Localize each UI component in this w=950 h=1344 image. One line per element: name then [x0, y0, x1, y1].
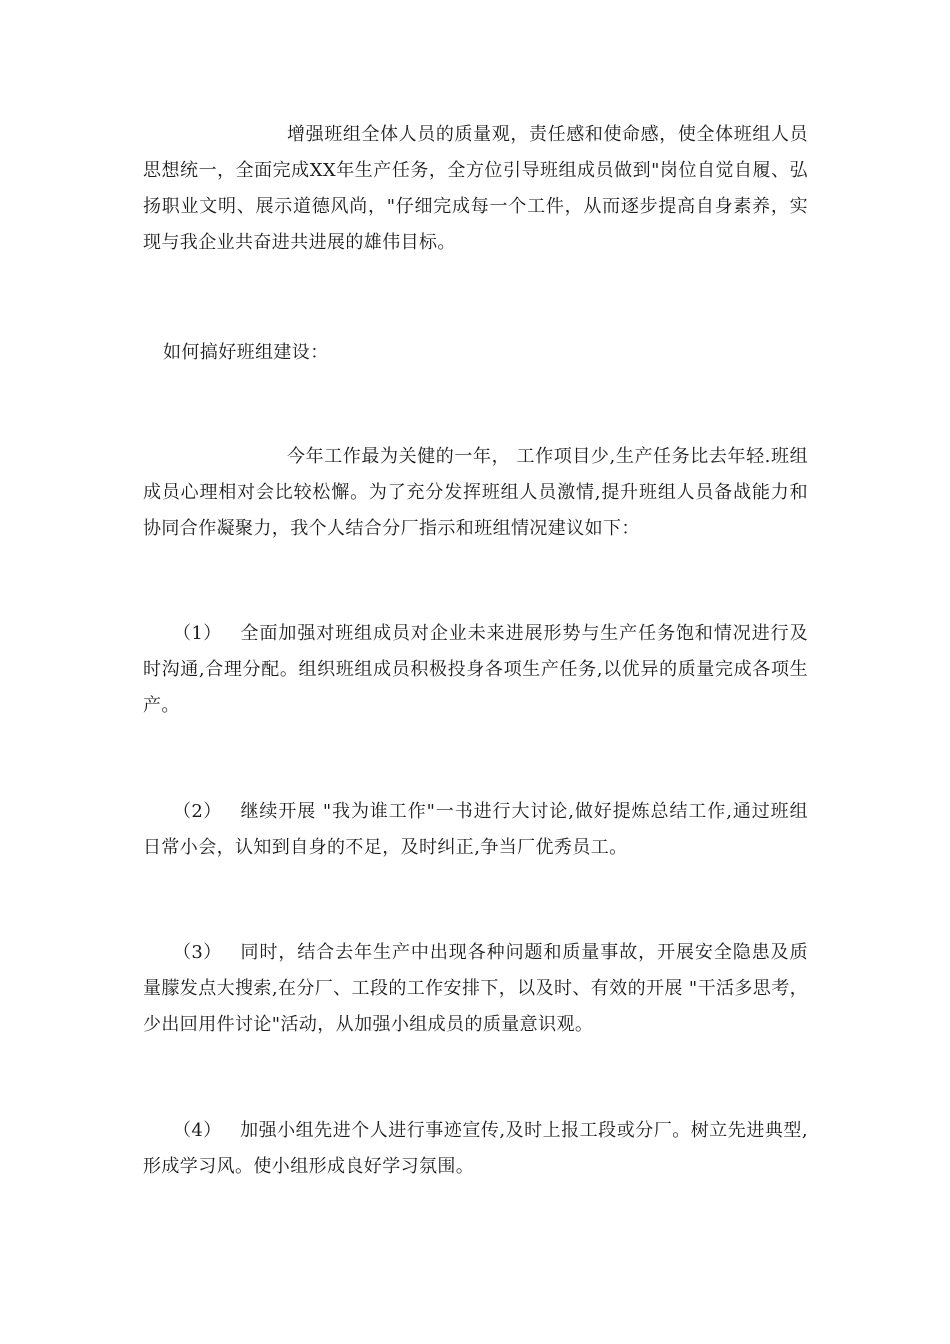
item-number: （3）	[173, 942, 222, 963]
section-heading: 如何搞好班组建设：	[163, 342, 329, 363]
item-text: 加强小组先进个人进行事迹宣传,及时上报工段或分厂。树立先进典型,形成学习风。使小组形成良好学习氛围。	[143, 1120, 808, 1177]
list-item-2	[143, 794, 808, 866]
list-item-3	[143, 935, 808, 1043]
item-number: （4）	[173, 1120, 222, 1141]
context-paragraph: 今年工作最为关健的一年， 工作项目少,生产任务比去年轻.班组成员心理相对会比较松懈。为了充分发挥班组人员激情,提升班组人员备战能力和协同合作凝聚力，我个人结合分厂指示和班组情况建议如下：	[143, 446, 808, 539]
item-number: （2）	[173, 801, 222, 822]
item-text: 全面加强对班组成员对企业未来进展形势与生产任务饱和情况进行及时沟通,合理分配。组织班组成员积极投身各项生产任务,以优异的质量完成各项生产。	[143, 623, 808, 716]
list-item-1	[143, 616, 808, 724]
item-text: 继续开展 "我为谁工作"一书进行大讨论,做好提炼总结工作,通过班组日常小会，认知到自身的不足，及时纠正,争当厂优秀员工。	[143, 801, 808, 858]
intro-paragraph: 增强班组全体人员的质量观，责任感和使命感，使全体班组人员思想统一，全面完成XX年生产任务，全方位引导班组成员做到"岗位自觉自履、弘扬职业文明、展示道德风尚，"仔细完成每一个工件，从而逐步提高自身素养，实现与我企业共奋进共进展的雄伟目标。	[143, 124, 808, 253]
item-text: 同时，结合去年生产中出现各种问题和质量事故，开展安全隐患及质量朦发点大搜索,在分厂、工段的工作安排下，以及时、有效的开展 "干活多思考，少出回用件讨论"活动，从加强小组成员的质量意识观。	[143, 942, 808, 1035]
list-item-4	[143, 1113, 808, 1185]
item-number: （1）	[173, 623, 222, 644]
